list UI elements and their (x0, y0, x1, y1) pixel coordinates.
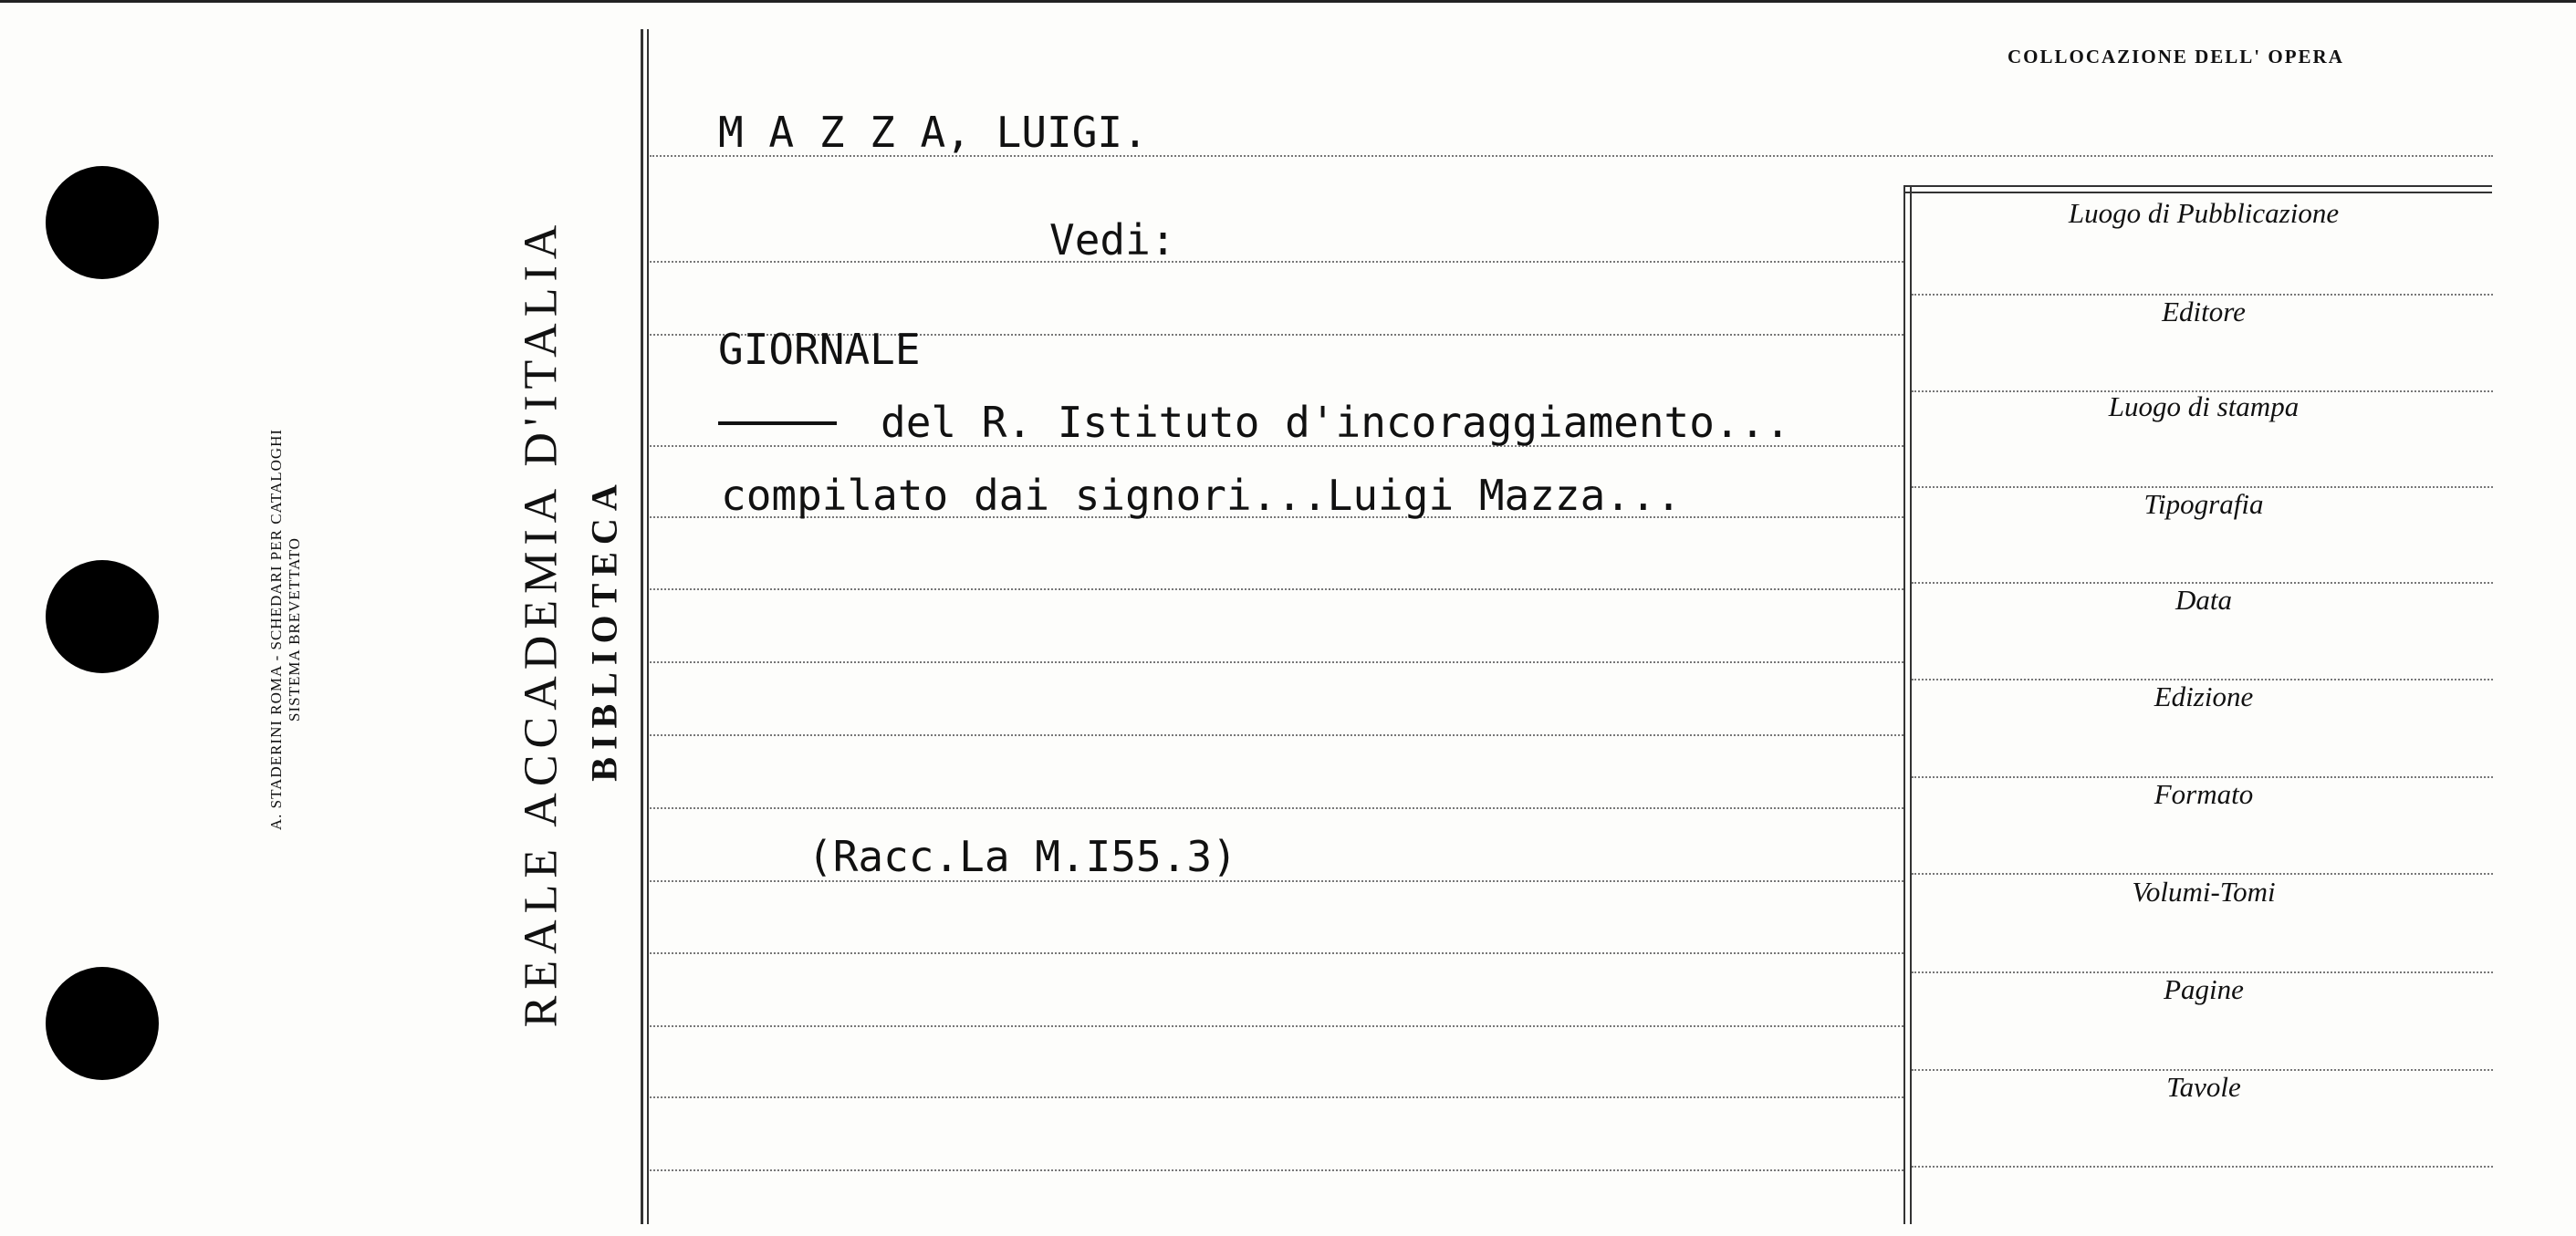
printer-imprint-line1: A. STADERINI ROMA - SCHEDARI PER CATALOGHI (267, 428, 285, 831)
fields-top-rule (1903, 185, 2492, 187)
shelfmark: (Racc.La M.I55.3) (808, 832, 1237, 881)
field-label-publisher: Editore (2162, 296, 2246, 327)
fields-column-rule (1903, 185, 1905, 1224)
punch-hole-middle (46, 560, 159, 673)
field-label-printer: Tipografia (2143, 488, 2264, 520)
work-subtitle: del R. Istituto d'incoraggiamento... (881, 398, 1790, 447)
compiler-line: compilato dai signori...Luigi Mazza... (721, 471, 1682, 520)
collocation-label: COLLOCAZIONE DELL' OPERA (2008, 46, 2344, 68)
fields-top-rule-inner (1903, 192, 2492, 193)
ruled-line (650, 734, 1903, 736)
institution-name: REALE ACCADEMIA D'ITALIA (515, 218, 568, 1028)
field-label-plates: Tavole (2166, 1071, 2241, 1103)
department-name: BIBLIOTECA (583, 477, 625, 782)
field-line (1912, 1166, 2493, 1168)
ruled-line (650, 1096, 1903, 1098)
field-label-pages: Pagine (2164, 973, 2244, 1005)
card-top-edge (0, 0, 2576, 3)
left-margin-rule-inner (647, 29, 649, 1224)
printer-imprint-line2: SISTEMA BREVETTATO (286, 537, 303, 722)
punch-hole-bottom (46, 967, 159, 1080)
work-title: GIORNALE (718, 325, 921, 374)
field-label-date: Data (2175, 584, 2232, 616)
field-label-edition: Edizione (2154, 680, 2254, 712)
ruled-line (650, 661, 1903, 663)
ruled-line (650, 588, 1903, 590)
field-label-volumes: Volumi-Tomi (2132, 876, 2276, 908)
left-margin-rule (641, 29, 643, 1224)
ruled-line (650, 1025, 1903, 1027)
ruled-line (650, 807, 1903, 809)
field-line (1912, 873, 2493, 875)
field-label-place-of-printing: Luogo di stampa (2108, 390, 2300, 422)
ruled-line (650, 261, 1903, 263)
ruled-line (650, 952, 1903, 954)
ruled-line (650, 1169, 1903, 1171)
title-repeat-dash (718, 421, 837, 425)
see-also-label: Vedi: (1049, 215, 1176, 265)
author-heading: M A Z Z A, LUIGI. (718, 108, 1148, 157)
punch-hole-top (46, 166, 159, 279)
field-label-place-of-publication: Luogo di Pubblicazione (2068, 197, 2340, 229)
field-label-format: Formato (2154, 778, 2254, 810)
